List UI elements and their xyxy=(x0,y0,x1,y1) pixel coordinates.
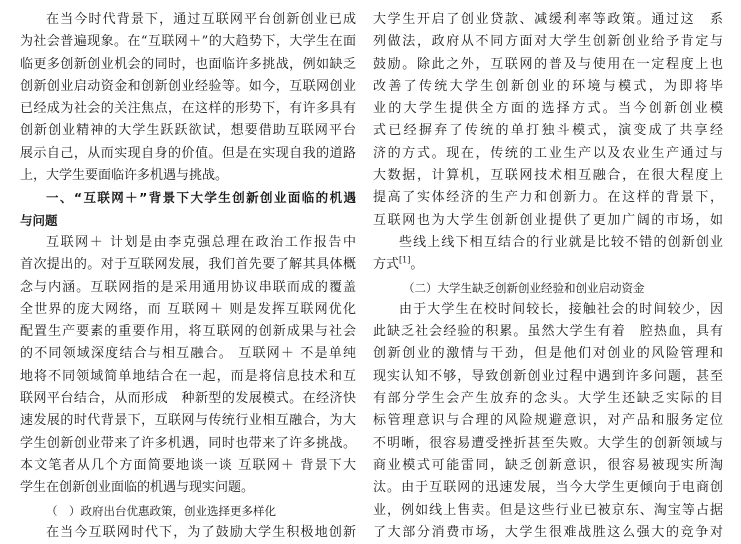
text-line-content: 创新创业精神的大学生跃跃欲试，想要借助互联网平台 xyxy=(20,123,356,139)
text-line-content: 不明晰，很容易遭受挫折甚至失败。大学生的创新领域与 xyxy=(373,435,723,451)
text-line xyxy=(20,31,356,53)
text-line xyxy=(373,120,723,142)
text-line-content: 改善了传统大学生创新创业的环境与模式，为即将毕 xyxy=(373,78,723,94)
text-line-content: 大数据，计算机，互联网技术相互融合，在很大程度上 xyxy=(373,168,723,184)
text-line xyxy=(373,98,723,120)
text-line xyxy=(20,455,356,477)
text-line-content: 了大部分消费市场，大学生很难战胜这么强大的竞争对 xyxy=(373,524,723,540)
text-line-content: 互联网也为大学生创新创业提供了更加广阔的市场，如 xyxy=(373,212,723,228)
text-line xyxy=(373,299,723,321)
text-line xyxy=(20,187,356,209)
text-line-content: 方式 xyxy=(373,257,400,273)
text-line-content: （ ）政府出台优惠政策，创业选择更多样化 xyxy=(46,503,276,518)
text-line-content: 在当今时代背景下，通过互联网平台创新创业已成 xyxy=(46,12,356,27)
text-line xyxy=(20,433,356,455)
right-column xyxy=(373,9,723,544)
text-line-content: 学生在创新创业面临的机遇与现实问题。 xyxy=(20,480,255,496)
text-line-content: 互联网＋ 计划是由李克强总理在政治工作报告中 xyxy=(46,234,356,250)
text-line-content: 念与内涵。互联网指的是采用通用协议串联而成的覆盖 xyxy=(20,279,356,295)
text-line-content: 展示自己，从而实现自身的价值。但是在实现自我的道路 xyxy=(20,145,356,161)
text-line xyxy=(373,343,723,365)
text-line-content: 临更多创新创业机会的同时，也面临许多挑战，例如缺乏 xyxy=(20,56,356,72)
text-line xyxy=(20,299,356,321)
left-column xyxy=(20,9,356,544)
text-line-tail: 。 xyxy=(410,257,424,273)
text-line-content: 有部分学生会产生放弃的念头。大学生还缺乏实际的目 xyxy=(373,391,723,407)
text-line-content: 学生创新创业带来了许多机遇，同时也带来了许多挑战。 xyxy=(20,435,356,451)
text-line xyxy=(373,321,723,343)
citation-marker: [1] xyxy=(399,255,411,265)
text-line xyxy=(373,477,723,499)
text-line xyxy=(20,522,356,544)
text-line xyxy=(373,388,723,410)
text-line-content: 由于大学生在校时间较长，接触社会的时间较少，因 xyxy=(399,301,723,317)
text-line xyxy=(373,9,723,31)
text-line-content: 鼓励。除此之外，互联网的普及与使用在一定程度上也 xyxy=(373,56,723,72)
text-line-content: 现实认知不够，导致创新创业过程中遇到许多问题，甚至 xyxy=(373,368,723,384)
text-line-content: 些线上线下相互结合的行业就是比较不错的创新创业 xyxy=(399,234,723,250)
text-line xyxy=(373,143,723,165)
text-line-content: （二）大学生缺乏创新创业经验和创业启动资金 xyxy=(403,280,645,295)
text-line-content: 济的方式。现在，传统的工业生产以及农业生产通过与 xyxy=(373,145,723,161)
text-line-content: 一、“互联网＋”背景下大学生创新创业面临的机遇 xyxy=(46,190,356,206)
text-line-content: 的不同领域深度结合与相互融合。 互联网＋ 不是单纯 xyxy=(20,346,356,362)
text-line xyxy=(373,31,723,53)
text-line xyxy=(373,165,723,187)
text-line-content: 在当今互联网时代下，为了鼓励大学生积极地创新 xyxy=(46,524,356,540)
text-line xyxy=(20,254,356,276)
text-line-content: 与问题 xyxy=(20,212,58,228)
text-line-content: 业，例如线上售卖。但是这些行业已被京东、淘宝等占据 xyxy=(373,502,723,518)
text-line xyxy=(20,120,356,142)
text-line-content: 业的大学生提供全方面的选择方式。当今创新创业模 xyxy=(373,101,723,117)
text-line xyxy=(373,254,723,276)
text-line-content: 提高了实体经济的生产力和创新力。在这样的背景下， xyxy=(373,190,723,206)
text-line-content: 创新创业的激情与干劲，但是他们对创业的风险管理和 xyxy=(373,346,723,362)
text-line xyxy=(20,500,356,522)
text-line xyxy=(373,433,723,455)
text-line-content: 本文笔者从几个方面简要地谈一谈 互联网＋ 背景下大 xyxy=(20,457,356,473)
text-line-content: 联网平台结合，从而形成 种新型的发展模式。在经济快 xyxy=(20,391,356,407)
text-line-content: 列做法，政府从不同方面对大学生创新创业给予肯定与 xyxy=(373,34,723,50)
text-line-content: 标管理意识与合理的风险规避意识，对产品和服务定位 xyxy=(373,413,723,429)
text-line-content: 已经成为社会的关注焦点，在这样的形势下，有许多具有 xyxy=(20,101,356,117)
text-line-content: 大学生开启了创业贷款、减缓利率等政策。通过这 系 xyxy=(373,12,723,27)
text-line xyxy=(20,210,356,232)
text-line xyxy=(20,366,356,388)
text-line-content: 地将不同领域简单地结合在一起，而是将信息技术和互 xyxy=(20,368,356,384)
text-line xyxy=(373,410,723,432)
text-line-content: 速发展的时代背景下，互联网与传统行业相互融合，为大 xyxy=(20,413,356,429)
text-line xyxy=(20,343,356,365)
text-line-content: 汰。由于互联网的迅速发展，当今大学生更倾向于电商创 xyxy=(373,480,723,496)
text-line xyxy=(20,143,356,165)
text-line xyxy=(373,366,723,388)
text-line xyxy=(20,76,356,98)
text-line xyxy=(20,165,356,187)
text-line xyxy=(373,522,723,544)
text-line xyxy=(20,277,356,299)
text-line xyxy=(20,98,356,120)
text-line xyxy=(20,388,356,410)
text-line xyxy=(373,54,723,76)
text-line-content: 式已经摒弃了传统的单打独斗模式，演变成了共享经 xyxy=(373,123,723,139)
text-line xyxy=(20,9,356,31)
text-line xyxy=(20,321,356,343)
text-line-content: 首次提出的。对于互联网发展，我们首先要了解其具体概 xyxy=(20,257,356,273)
text-line xyxy=(373,455,723,477)
text-line xyxy=(20,232,356,254)
text-line-content: 商业模式可能雷同，缺乏创新意识，很容易被现实所淘 xyxy=(373,457,723,473)
text-line xyxy=(373,210,723,232)
text-line-content: 上，大学生要面临许多机遇与挑战。 xyxy=(20,168,229,184)
text-line-content: 创新创业启动资金和创新创业经验等。如今，互联网创业 xyxy=(20,78,356,94)
text-line xyxy=(20,410,356,432)
text-line-content: 为社会普遍现象。在“互联网＋”的大趋势下，大学生在面 xyxy=(20,34,356,50)
text-line xyxy=(373,232,723,254)
text-line xyxy=(20,477,356,499)
text-line-content: 全世界的庞大网络，而 互联网＋ 则是发挥互联网优化 xyxy=(20,301,356,317)
text-line xyxy=(373,500,723,522)
text-line xyxy=(20,54,356,76)
text-line-content: 此缺乏社会经验的积累。虽然大学生有着 腔热血，具有 xyxy=(373,324,723,340)
text-line xyxy=(373,187,723,209)
text-line-content: 配置生产要素的重要作用，将互联网的创新成果与社会 xyxy=(20,324,356,340)
text-line xyxy=(373,277,723,299)
text-line xyxy=(373,76,723,98)
